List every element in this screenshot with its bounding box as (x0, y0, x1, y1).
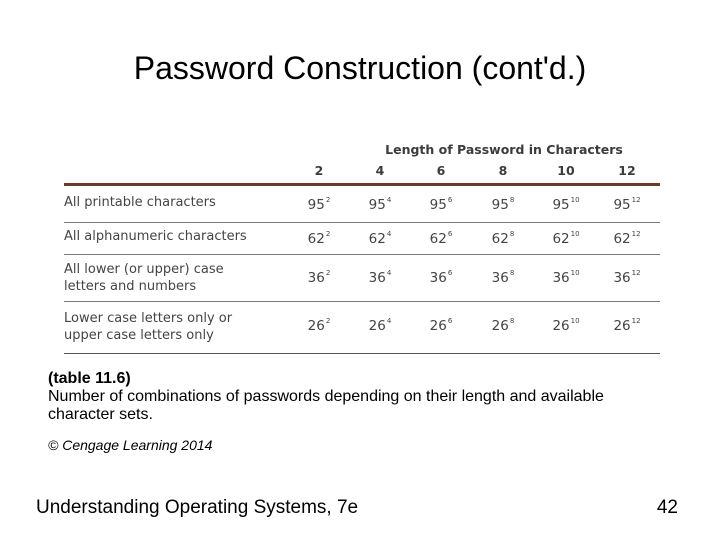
cell-exponent: 8 (509, 269, 515, 277)
cell-base: 95 (613, 197, 631, 213)
table-cell (602, 269, 652, 286)
cell-exponent: 2 (325, 269, 331, 277)
cell-base: 26 (613, 318, 631, 334)
caption-title: (table 11.6) (48, 370, 131, 387)
table-row (62, 256, 660, 302)
table-cell (478, 269, 528, 286)
table-cell (355, 269, 405, 286)
table-cell (541, 230, 591, 247)
cell-exponent: 6 (447, 196, 453, 204)
table-cell (478, 317, 528, 334)
cell-exponent: 8 (509, 196, 515, 204)
row-divider (64, 222, 660, 223)
length-columns (62, 163, 660, 181)
cell-base: 26 (552, 318, 570, 334)
length-6: 6 (436, 163, 446, 178)
table-cell (416, 196, 466, 213)
cell-base: 26 (307, 318, 325, 334)
table-cell (416, 230, 466, 247)
length-4: 4 (375, 163, 385, 178)
table-row (62, 224, 660, 254)
cell-base: 95 (368, 197, 386, 213)
table-cell (355, 230, 405, 247)
table-cell (294, 230, 344, 247)
cell-exponent: 4 (386, 196, 392, 204)
cell-exponent: 6 (447, 230, 453, 238)
cell-base: 26 (491, 318, 509, 334)
length-header: Length of Password in Characters (385, 142, 623, 157)
row-label: All printable characters (64, 195, 216, 210)
table-row (62, 304, 660, 352)
table-cell (355, 196, 405, 213)
cell-exponent: 12 (631, 196, 641, 204)
cell-base: 62 (491, 231, 509, 247)
table-row (62, 190, 660, 220)
row-divider (64, 353, 660, 354)
table-cell (294, 317, 344, 334)
cell-exponent: 8 (509, 317, 515, 325)
cell-exponent: 8 (509, 230, 515, 238)
copyright-notice: © Cengage Learning 2014 (48, 437, 213, 453)
table-cell (294, 269, 344, 286)
length-10: 10 (557, 163, 575, 178)
length-12: 12 (618, 163, 636, 178)
cell-exponent: 10 (570, 317, 580, 325)
table-cell (355, 317, 405, 334)
length-8: 8 (498, 163, 508, 178)
table-caption (48, 370, 668, 424)
cell-base: 36 (613, 270, 631, 286)
cell-exponent: 4 (386, 269, 392, 277)
cell-base: 26 (368, 318, 386, 334)
footer-book-title: Understanding Operating Systems, 7e (36, 497, 359, 518)
cell-base: 36 (491, 270, 509, 286)
cell-base: 62 (552, 231, 570, 247)
cell-exponent: 12 (631, 317, 641, 325)
cell-base: 36 (368, 270, 386, 286)
cell-exponent: 10 (570, 269, 580, 277)
cell-base: 26 (429, 318, 447, 334)
cell-exponent: 2 (325, 196, 331, 204)
table-cell (478, 230, 528, 247)
table-cell (541, 196, 591, 213)
cell-exponent: 2 (325, 230, 331, 238)
cell-exponent: 10 (570, 196, 580, 204)
cell-base: 62 (307, 231, 325, 247)
table-cell (602, 317, 652, 334)
table-cell (294, 196, 344, 213)
length-2: 2 (314, 163, 324, 178)
slide-title: Password Construction (cont'd.) (133, 50, 587, 86)
cell-base: 62 (613, 231, 631, 247)
cell-exponent: 12 (631, 269, 641, 277)
row-divider (64, 301, 660, 302)
row-label: Lower case letters only or upper case letters only (64, 311, 233, 343)
table-cell (541, 317, 591, 334)
table-cell (602, 196, 652, 213)
row-label: All alphanumeric characters (64, 229, 247, 244)
cell-base: 95 (491, 197, 509, 213)
table-cell (416, 317, 466, 334)
table-cell (602, 230, 652, 247)
page-number: 42 (656, 497, 678, 518)
cell-base: 62 (429, 231, 447, 247)
caption-text: Number of combinations of passwords depending on their length and available character sets. (48, 388, 604, 423)
cell-exponent: 4 (386, 317, 392, 325)
table-top-rule (64, 183, 660, 186)
cell-base: 62 (368, 231, 386, 247)
table-cell (416, 269, 466, 286)
cell-exponent: 12 (631, 230, 641, 238)
cell-base: 95 (552, 197, 570, 213)
cell-exponent: 10 (570, 230, 580, 238)
table-cell (478, 196, 528, 213)
cell-base: 36 (552, 270, 570, 286)
cell-exponent: 6 (447, 269, 453, 277)
row-divider (64, 254, 660, 255)
combinations-table (62, 138, 660, 356)
cell-exponent: 2 (325, 317, 331, 325)
table-cell (541, 269, 591, 286)
cell-base: 36 (307, 270, 325, 286)
cell-base: 36 (429, 270, 447, 286)
cell-exponent: 6 (447, 317, 453, 325)
cell-base: 95 (429, 197, 447, 213)
cell-base: 95 (307, 197, 325, 213)
cell-exponent: 4 (386, 230, 392, 238)
row-label: All lower (or upper) case letters and numbers (64, 262, 224, 294)
